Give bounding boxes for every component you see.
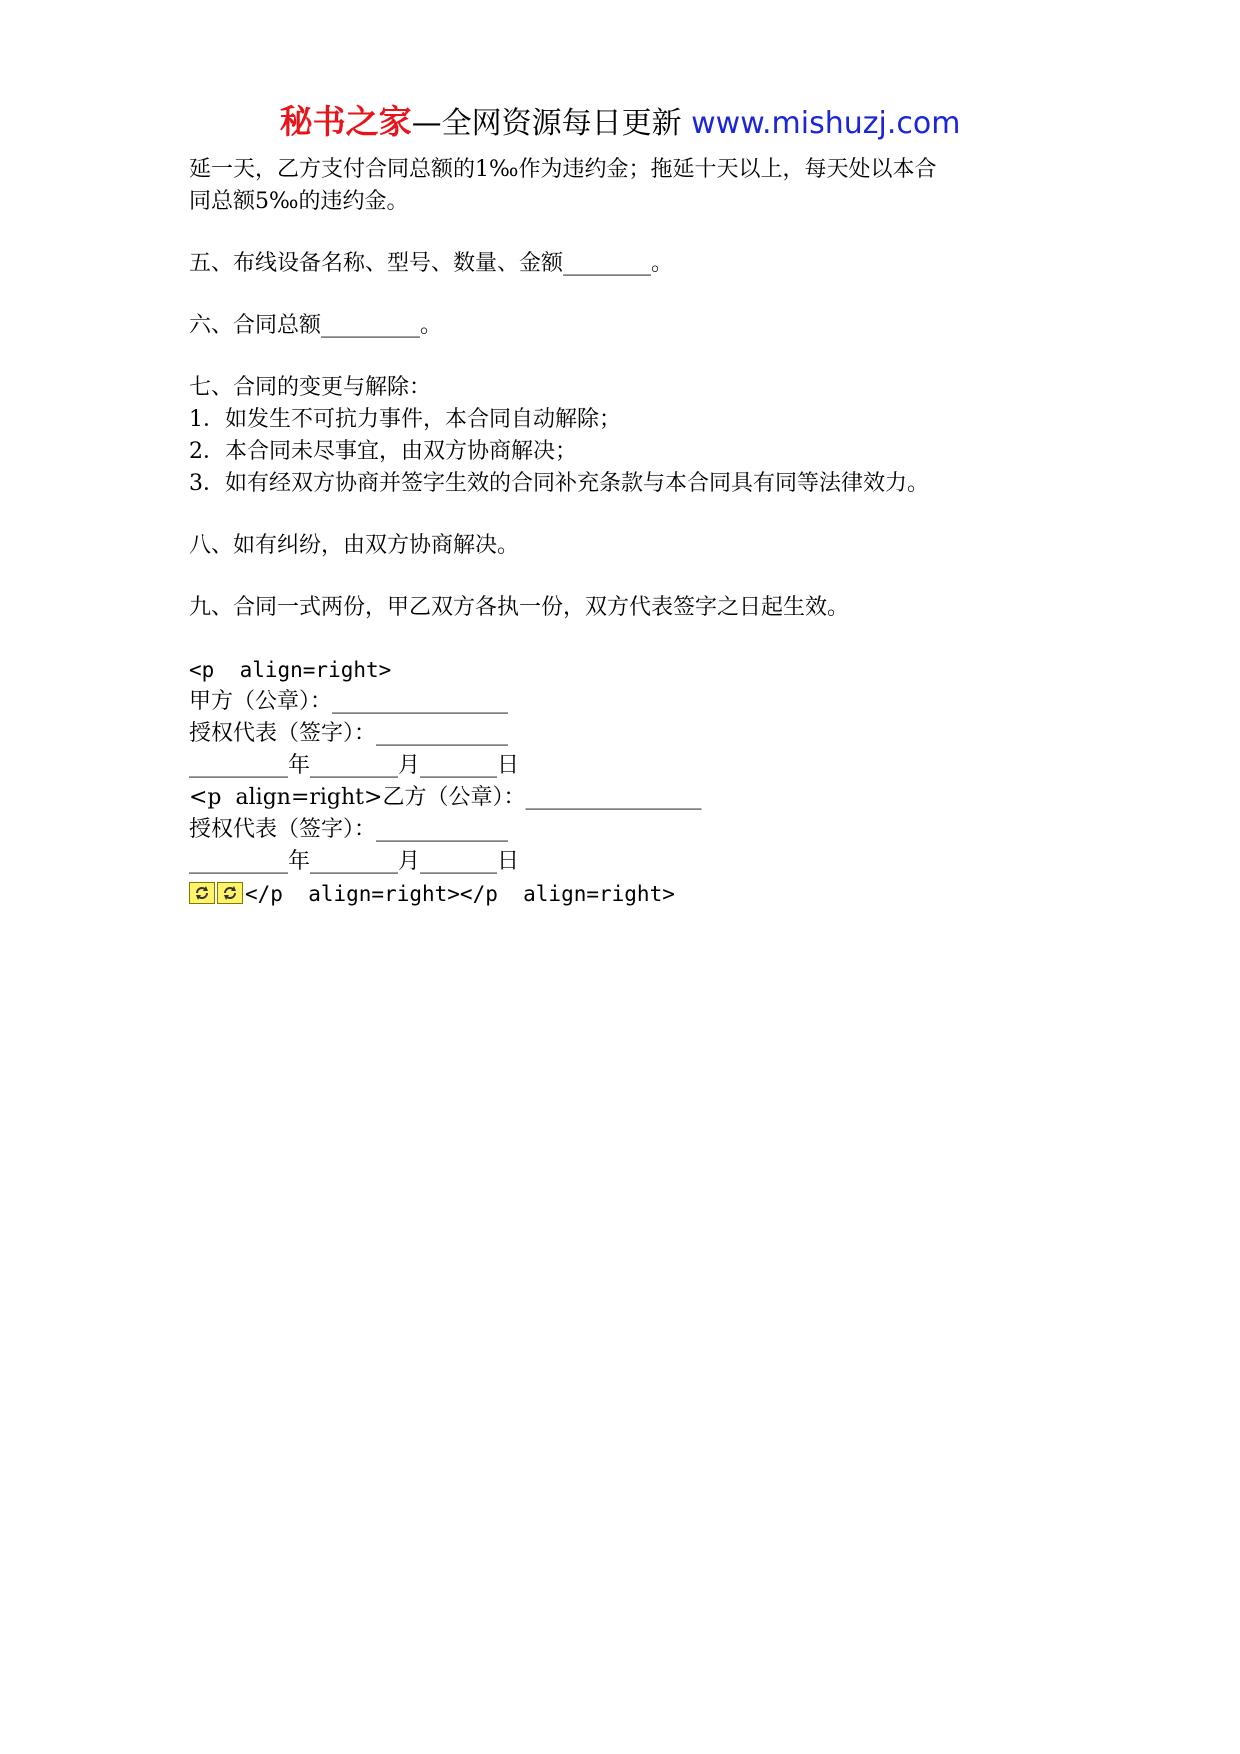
paragraph-line: 同总额5‰的违约金。 [189, 189, 409, 214]
party-a-representative: 授权代表（签字）：____________ [189, 721, 509, 746]
section-5: 五、布线设备名称、型号、数量、金额________。 [189, 251, 674, 276]
party-a-date: _________年________月_______日 [189, 753, 520, 778]
party-b-date: _________年________月_______日 [189, 849, 520, 874]
party-b-seal: <p align=right>乙方（公章）：________________ [189, 785, 702, 810]
paragraph-gap [189, 624, 1069, 654]
party-a-seal: 甲方（公章）：________________ [189, 689, 509, 714]
contract-body [189, 154, 1069, 910]
paragraph-gap [189, 500, 1069, 530]
broken-image-icon [189, 882, 215, 904]
section-7-item-1: 1．如发生不可抗力事件，本合同自动解除； [189, 407, 621, 432]
section-7-item-3: 3．如有经双方协商并签字生效的合同补充条款与本合同具有同等法律效力。 [189, 471, 929, 496]
section-9: 九、合同一式两份，甲乙双方各执一份，双方代表签字之日起生效。 [189, 595, 850, 620]
paragraph-line: 延一天，乙方支付合同总额的1‰作为违约金；拖延十天以上，每天处以本合 [189, 157, 937, 182]
section-7-item-2: 2．本合同未尽事宜，由双方协商解决； [189, 439, 577, 464]
closing-line [189, 878, 1069, 910]
section-8: 八、如有纠纷，由双方协商解决。 [189, 533, 520, 558]
section-6: 六、合同总额_________。 [189, 313, 443, 338]
closing-tags: </p align=right></p align=right> [245, 882, 675, 906]
paragraph-gap [189, 218, 1069, 248]
paragraph-gap [189, 342, 1069, 372]
section-7-title: 七、合同的变更与解除： [189, 375, 432, 400]
raw-html-tag: <p align=right> [189, 658, 392, 682]
party-b-representative: 授权代表（签字）：____________ [189, 817, 509, 842]
header-slogan: —全网资源每日更新 [411, 106, 692, 141]
brand-name: 秘书之家 [279, 102, 412, 141]
site-url-link[interactable]: www.mishuzj.com [691, 106, 961, 141]
paragraph-gap [189, 562, 1069, 592]
site-header [0, 100, 1240, 146]
paragraph-gap [189, 280, 1069, 310]
broken-image-icon [217, 882, 243, 904]
